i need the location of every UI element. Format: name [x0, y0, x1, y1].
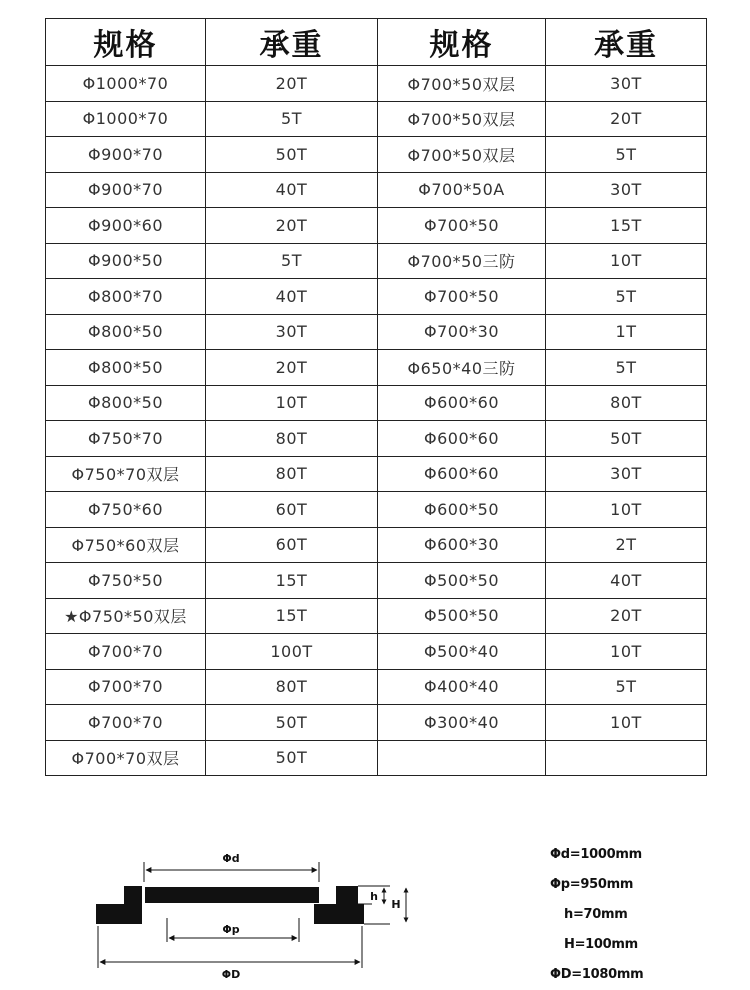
dimension-list	[550, 840, 740, 990]
load-cell: 2T	[546, 527, 707, 563]
dim-line-H: H=100mm	[564, 937, 638, 952]
load-cell: 15T	[206, 598, 378, 634]
cover-shape	[145, 887, 319, 903]
load-cell: 20T	[546, 598, 707, 634]
table-row	[46, 669, 707, 705]
table-row	[46, 66, 707, 102]
load-cell: 30T	[546, 456, 707, 492]
label-d: Φd	[222, 852, 240, 865]
header-spec-2: 规格	[378, 19, 546, 66]
label-D: ΦD	[221, 968, 241, 981]
load-cell	[546, 740, 707, 776]
table-row	[46, 634, 707, 670]
table-row	[46, 705, 707, 741]
spec-cell: Φ700*70	[46, 705, 206, 741]
load-cell: 50T	[206, 740, 378, 776]
table-row	[46, 350, 707, 386]
load-cell: 20T	[546, 101, 707, 137]
load-cell: 50T	[206, 705, 378, 741]
table-row	[46, 314, 707, 350]
load-cell: 1T	[546, 314, 707, 350]
load-cell: 20T	[206, 208, 378, 244]
spec-cell: Φ400*40	[378, 669, 546, 705]
load-cell: 15T	[546, 208, 707, 244]
load-cell: 20T	[206, 350, 378, 386]
spec-cell: Φ600*50	[378, 492, 546, 528]
dim-line-h: h=70mm	[564, 907, 628, 922]
spec-table	[45, 18, 707, 776]
spec-cell: Φ800*50	[46, 350, 206, 386]
table-row	[46, 563, 707, 599]
table-row	[46, 208, 707, 244]
table-row	[46, 172, 707, 208]
spec-cell: Φ750*60	[46, 492, 206, 528]
spec-cell: Φ500*50	[378, 563, 546, 599]
spec-cell: Φ750*70双层	[46, 456, 206, 492]
spec-cell: Φ600*60	[378, 385, 546, 421]
load-cell: 60T	[206, 527, 378, 563]
table-row	[46, 243, 707, 279]
spec-cell: Φ700*50	[378, 208, 546, 244]
spec-cell: Φ700*50三防	[378, 243, 546, 279]
spec-cell: Φ500*40	[378, 634, 546, 670]
spec-cell: Φ700*50双层	[378, 101, 546, 137]
dim-line-d: Φd=1000mm	[550, 847, 642, 862]
spec-cell: Φ700*70双层	[46, 740, 206, 776]
spec-cell: Φ800*70	[46, 279, 206, 315]
load-cell: 5T	[206, 243, 378, 279]
height-dimension-diagram	[350, 880, 420, 930]
load-cell: 5T	[546, 669, 707, 705]
spec-cell: Φ600*30	[378, 527, 546, 563]
spec-cell: Φ1000*70	[46, 101, 206, 137]
header-row	[46, 19, 707, 66]
spec-cell	[378, 740, 546, 776]
spec-cell: Φ900*60	[46, 208, 206, 244]
load-cell: 80T	[206, 456, 378, 492]
load-cell: 60T	[206, 492, 378, 528]
spec-cell: Φ700*70	[46, 634, 206, 670]
load-cell: 50T	[206, 137, 378, 173]
label-h: h	[370, 890, 378, 903]
load-cell: 5T	[546, 279, 707, 315]
load-cell: 40T	[206, 279, 378, 315]
spec-cell: Φ700*50双层	[378, 66, 546, 102]
load-cell: 30T	[206, 314, 378, 350]
table-row	[46, 101, 707, 137]
table-row	[46, 279, 707, 315]
load-cell: 80T	[206, 669, 378, 705]
label-p: Φp	[222, 923, 240, 936]
header-spec-1: 规格	[46, 19, 206, 66]
dim-line-D: ΦD=1080mm	[550, 967, 644, 982]
spec-cell: Φ800*50	[46, 385, 206, 421]
table-row	[46, 740, 707, 776]
load-cell: 10T	[206, 385, 378, 421]
load-cell: 80T	[206, 421, 378, 457]
spec-cell: Φ750*50	[46, 563, 206, 599]
table-row	[46, 385, 707, 421]
spec-cell: Φ900*50	[46, 243, 206, 279]
load-cell: 5T	[546, 350, 707, 386]
table-row	[46, 421, 707, 457]
load-cell: 10T	[546, 634, 707, 670]
frame-left-shape	[96, 886, 142, 924]
spec-cell: Φ600*60	[378, 456, 546, 492]
table-row	[46, 137, 707, 173]
spec-cell: Φ1000*70	[46, 66, 206, 102]
header-load-2: 承重	[546, 19, 707, 66]
spec-cell: Φ650*40三防	[378, 350, 546, 386]
header-load-1: 承重	[206, 19, 378, 66]
spec-cell: Φ700*50A	[378, 172, 546, 208]
spec-cell: Φ800*50	[46, 314, 206, 350]
load-cell: 5T	[206, 101, 378, 137]
spec-cell: Φ700*30	[378, 314, 546, 350]
cover-cross-section-diagram	[90, 838, 390, 986]
table-row	[46, 598, 707, 634]
spec-cell: ★Φ750*50双层	[46, 598, 206, 634]
load-cell: 10T	[546, 705, 707, 741]
load-cell: 20T	[206, 66, 378, 102]
load-cell: 40T	[546, 563, 707, 599]
dim-line-p: Φp=950mm	[550, 877, 634, 892]
table-body	[46, 66, 707, 776]
spec-cell: Φ700*50双层	[378, 137, 546, 173]
spec-cell: Φ900*70	[46, 137, 206, 173]
spec-cell: Φ700*70	[46, 669, 206, 705]
table-row	[46, 456, 707, 492]
spec-cell: Φ750*60双层	[46, 527, 206, 563]
load-cell: 15T	[206, 563, 378, 599]
load-cell: 30T	[546, 66, 707, 102]
spec-cell: Φ500*50	[378, 598, 546, 634]
table-row	[46, 527, 707, 563]
load-cell: 100T	[206, 634, 378, 670]
label-H: H	[391, 898, 401, 911]
load-cell: 10T	[546, 243, 707, 279]
spec-cell: Φ750*70	[46, 421, 206, 457]
spec-cell: Φ900*70	[46, 172, 206, 208]
load-cell: 30T	[546, 172, 707, 208]
spec-cell: Φ300*40	[378, 705, 546, 741]
spec-cell: Φ700*50	[378, 279, 546, 315]
load-cell: 5T	[546, 137, 707, 173]
load-cell: 50T	[546, 421, 707, 457]
table-row	[46, 492, 707, 528]
spec-cell: Φ600*60	[378, 421, 546, 457]
load-cell: 40T	[206, 172, 378, 208]
load-cell: 10T	[546, 492, 707, 528]
load-cell: 80T	[546, 385, 707, 421]
